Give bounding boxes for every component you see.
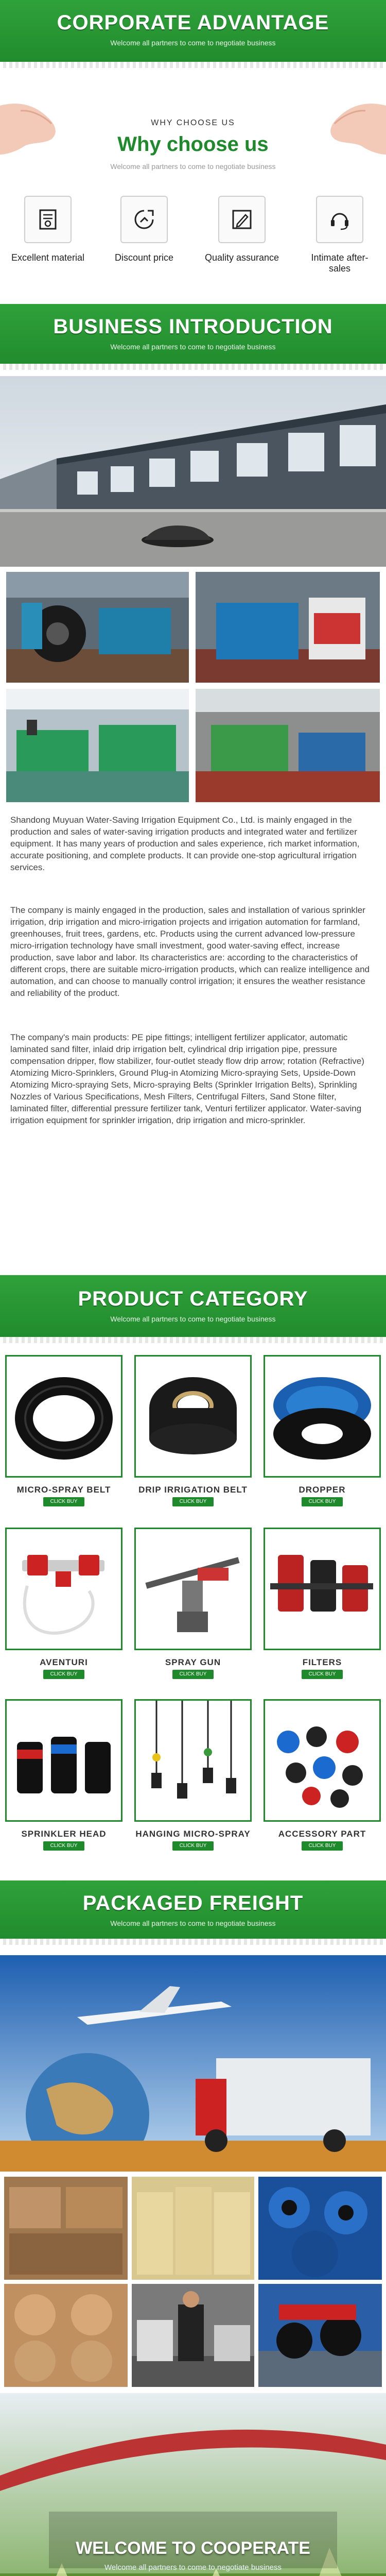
- factory-exterior-photo: [0, 376, 386, 567]
- why-choose-us-section: [0, 77, 386, 299]
- advantage-label: Quality assurance: [204, 252, 279, 263]
- banner-subtitle: Welcome all partners to come to negotiate business: [110, 1919, 276, 1927]
- freight-photo-2: [132, 2177, 254, 2280]
- product-name: ACCESSORY PART: [278, 1829, 366, 1839]
- headset-icon: [328, 208, 352, 231]
- intro-paragraph-1: Shandong Muyuan Water-Saving Irrigation Equipment Co., Ltd. is mainly engaged in the production and sales of water-saving irrigation products and integrated water and fertilizer equipment. It has many years of production and sales experience, rich market information, accurate positioning, and complete products. It can provide one-stop agricultural irrigation services.: [10, 815, 360, 872]
- product-card-sprinkler-head: [5, 1699, 122, 1851]
- product-category-banner: [0, 1275, 386, 1343]
- click-buy-button[interactable]: CLICK BUY: [172, 1841, 214, 1851]
- product-image[interactable]: [134, 1355, 252, 1478]
- product-image[interactable]: [264, 1528, 381, 1650]
- workshop-photo-2: [196, 572, 380, 683]
- banner-stripe: [0, 1939, 386, 1945]
- workshop-photo-1: [6, 572, 189, 683]
- click-buy-button[interactable]: CLICK BUY: [302, 1670, 343, 1679]
- product-card-spray-gun: [134, 1528, 252, 1679]
- corporate-advantage-banner: [0, 0, 386, 68]
- product-card-micro-spray-belt: [5, 1355, 122, 1506]
- advantage-discount-price: [106, 196, 183, 263]
- banner-title: PACKAGED FREIGHT: [82, 1892, 304, 1914]
- packaged-freight-banner: [0, 1880, 386, 1945]
- advantage-after-sales: [301, 196, 378, 274]
- business-introduction-banner: [0, 304, 386, 370]
- freight-photo-6: [258, 2284, 382, 2387]
- click-buy-button[interactable]: CLICK BUY: [43, 1497, 84, 1506]
- product-image[interactable]: [5, 1355, 122, 1478]
- product-name: HANGING MICRO-SPRAY: [135, 1829, 251, 1839]
- freight-photo-5: [132, 2284, 254, 2387]
- product-image[interactable]: [264, 1355, 381, 1478]
- product-name: AVENTURI: [40, 1657, 88, 1667]
- banner-title: BUSINESS INTRODUCTION: [53, 315, 333, 338]
- advantage-quality-assurance: [203, 196, 280, 263]
- product-image[interactable]: [134, 1699, 252, 1822]
- why-small-heading: WHY CHOOSE US: [151, 118, 235, 127]
- intro-paragraph-2: The company is mainly engaged in the production, sales and installation of various sprinkler irrigation, drip irrigation and micro-irrigation projects and irrigation automation for farmland, greenhouses, fruit trees, gardens, etc. Products using the current advanced low-pressure micro-irrigation technology have small investment, good water-saving effect, increase production, save labor and labor. Its characteristics are: according to the characteristics of different crops, there are suitable micro-irrigation products, which can realize intelligence and automation, and can choose to manually control irrigation; it ensures the weather resistance and reliability of the product.: [10, 905, 370, 998]
- product-name: MICRO-SPRAY BELT: [16, 1485, 111, 1495]
- banner-subtitle: Welcome all partners to come to negotiate business: [110, 1315, 276, 1323]
- product-card-accessory-part: [264, 1699, 381, 1851]
- advantage-excellent-material: [9, 196, 86, 263]
- welcome-title: WELCOME TO COOPERATE: [76, 2538, 310, 2558]
- why-title: Why choose us: [117, 133, 269, 156]
- banner-subtitle: Welcome all partners to come to negotiate business: [110, 39, 276, 47]
- product-image[interactable]: [5, 1699, 122, 1822]
- workshop-photo-3: [6, 689, 189, 802]
- product-card-hanging-micro-spray: [134, 1699, 252, 1851]
- product-name: SPRINKLER HEAD: [21, 1829, 107, 1839]
- freight-photo-4: [4, 2284, 128, 2387]
- freight-photo-3: [258, 2177, 382, 2280]
- banner-stripe: [0, 364, 386, 370]
- click-buy-button[interactable]: CLICK BUY: [172, 1497, 214, 1506]
- why-subtitle: Welcome all partners to come to negotiate business: [110, 162, 276, 171]
- banner-stripe: [0, 1337, 386, 1343]
- advantage-label: Excellent material: [11, 252, 85, 263]
- product-name: SPRAY GUN: [165, 1657, 221, 1667]
- certificate-icon: [36, 208, 60, 231]
- click-buy-button[interactable]: CLICK BUY: [302, 1497, 343, 1506]
- banner-title: CORPORATE ADVANTAGE: [57, 11, 329, 34]
- pen-quality-icon: [230, 208, 254, 231]
- click-buy-button[interactable]: CLICK BUY: [172, 1670, 214, 1679]
- click-buy-button[interactable]: CLICK BUY: [302, 1841, 343, 1851]
- product-image[interactable]: [134, 1528, 252, 1650]
- logistics-photo: [0, 1955, 386, 2172]
- banner-stripe: [0, 62, 386, 68]
- product-card-filters: [264, 1528, 381, 1679]
- product-name: FILTERS: [302, 1657, 342, 1667]
- workshop-photo-4: [196, 689, 380, 802]
- product-name: DRIP IRRIGATION BELT: [138, 1485, 248, 1495]
- intro-paragraph-3: The company's main products: PE pipe fittings; intelligent fertilizer applicator, automatic laminated sand filter, inlaid drip irrigation belt, cylindrical drip irrigation pipe, pressure compensation dripper, flow stabilizer, four-outlet steady flow drip arrow; rotation (Refractive) Atomizing Micro-Sprinklers, Ground Plug-in Atomizing Micro-spraying Sets, Upside-Down Atomizing Micro-spraying Sets, Micro-spraying Belts (Sprinkler Irrigation Belts), Sprinkling Nozzles of Various Specifications, Mesh Filters, Centrifugal Filters, Sand Stone filter, laminated filter, differential pressure fertilizer tank, Venturi fertilizer applicator. Water-saving irrigation equipment for sprinkler irrigation, drip irrigation and micro-sprinkler.: [10, 1032, 364, 1125]
- welcome-subtitle: Welcome all partners to come to negotiate business: [104, 2563, 282, 2572]
- banner-subtitle: Welcome all partners to come to negotiate business: [110, 343, 276, 351]
- click-buy-button[interactable]: CLICK BUY: [43, 1841, 84, 1851]
- advantage-label: Intimate after-sales: [311, 252, 369, 274]
- price-tag-icon: [132, 208, 156, 231]
- click-buy-button[interactable]: CLICK BUY: [43, 1670, 84, 1679]
- product-card-dropper: [264, 1355, 381, 1506]
- banner-title: PRODUCT CATEGORY: [78, 1287, 308, 1310]
- product-name: DROPPER: [299, 1485, 346, 1495]
- product-image[interactable]: [264, 1699, 381, 1822]
- product-card-aventuri: [5, 1528, 122, 1679]
- welcome-cooperate-photo: [0, 2393, 386, 2576]
- product-image[interactable]: [5, 1528, 122, 1650]
- freight-photo-1: [4, 2177, 128, 2280]
- advantage-label: Discount price: [114, 252, 174, 263]
- product-card-drip-irrigation-belt: [134, 1355, 252, 1506]
